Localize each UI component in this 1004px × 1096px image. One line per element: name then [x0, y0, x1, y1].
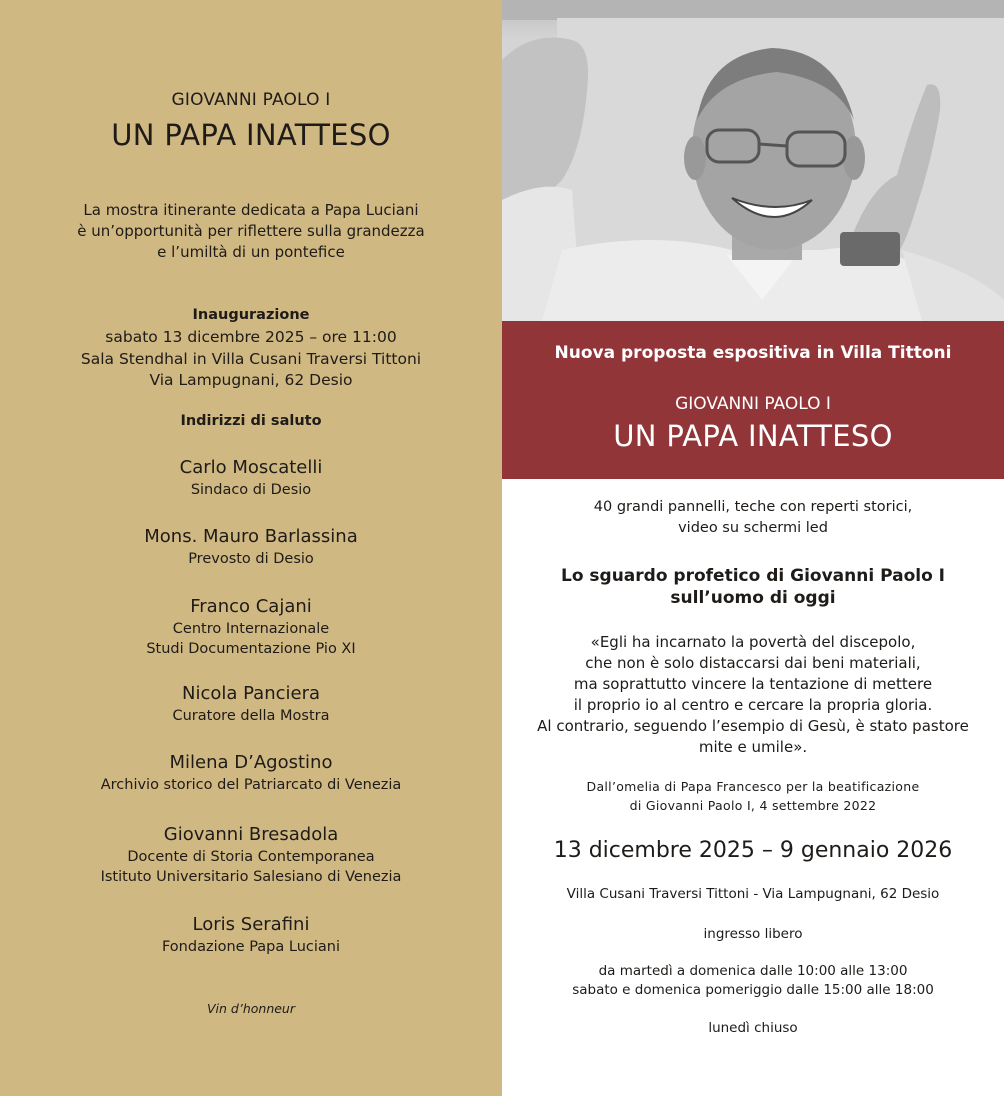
exhibition-banner — [502, 321, 1004, 479]
banner-title: UN PAPA INATTESO — [613, 419, 893, 453]
banner-subtitle: GIOVANNI PAOLO I — [675, 394, 831, 414]
intro-line: La mostra itinerante dedicata a Papa Luciani — [83, 201, 419, 219]
entry-info: ingresso libero — [703, 926, 803, 942]
speaker-role: Studi Documentazione Pio XI — [146, 641, 356, 657]
pope-photo — [502, 0, 1004, 321]
speaker-role: Curatore della Mostra — [172, 708, 330, 724]
speaker-item — [0, 682, 502, 726]
quote-block — [502, 632, 1004, 758]
speaker-role: Docente di Storia Contemporanea — [127, 849, 375, 865]
speaker-item — [0, 913, 502, 957]
left-title: UN PAPA INATTESO — [111, 118, 391, 152]
inauguration-address: Via Lampugnani, 62 Desio — [149, 371, 353, 389]
opening-hours — [502, 962, 1004, 1000]
exhibition-heading — [502, 565, 1004, 609]
inauguration-date: sabato 13 dicembre 2025 – ore 11:00 — [105, 328, 397, 346]
quote-source — [502, 777, 1004, 815]
closing-note: Vin d’honneur — [207, 1001, 295, 1016]
intro-line: e l’umiltà di un pontefice — [157, 243, 345, 261]
intro-text — [0, 200, 502, 263]
speaker-role: Archivio storico del Patriarcato di Venezia — [100, 777, 402, 793]
quote-line: che non è solo distaccarsi dai beni materiali, — [585, 654, 921, 672]
heading-line: sull’uomo di oggi — [670, 588, 836, 608]
quote-line: «Egli ha incarnato la povertà del discepolo, — [590, 633, 916, 651]
inauguration-details — [0, 327, 502, 392]
description-line: video su schermi led — [678, 519, 828, 536]
inauguration-venue: Sala Stendhal in Villa Cusani Traversi Tittoni — [80, 349, 422, 368]
speaker-name: Loris Serafini — [192, 914, 310, 935]
quote-line: Al contrario, seguendo l’esempio di Gesù, è stato pastore — [537, 717, 969, 735]
speaker-role: Istituto Universitario Salesiano di Venezia — [100, 869, 402, 885]
quote-line: il proprio io al centro e cercare la propria gloria. — [573, 696, 933, 714]
quote-line: mite e umile». — [698, 738, 808, 756]
pope-portrait-image — [502, 0, 1004, 321]
speaker-name: Mons. Mauro Barlassina — [144, 526, 358, 547]
intro-line: è un’opportunità per riflettere sulla grandezza — [77, 222, 425, 240]
speaker-role: Prevosto di Desio — [188, 551, 314, 567]
source-line: di Giovanni Paolo I, 4 settembre 2022 — [629, 798, 877, 813]
exhibition-venue: Villa Cusani Traversi Tittoni - Via Lampugnani, 62 Desio — [566, 886, 940, 902]
hours-line: sabato e domenica pomeriggio dalle 15:00 alle 18:00 — [572, 982, 934, 998]
source-line: Dall’omelia di Papa Francesco per la beatificazione — [586, 779, 920, 794]
exhibition-description — [502, 497, 1004, 538]
greetings-heading: Indirizzi di saluto — [180, 413, 322, 429]
left-subtitle: GIOVANNI PAOLO I — [171, 90, 331, 110]
speaker-item — [0, 525, 502, 569]
speaker-role: Sindaco di Desio — [190, 482, 312, 498]
speaker-name: Nicola Panciera — [181, 683, 320, 704]
banner-tagline: Nuova proposta espositiva in Villa Tittoni — [554, 343, 952, 363]
speaker-name: Franco Cajani — [190, 596, 312, 617]
speaker-item — [0, 823, 502, 887]
speaker-item — [0, 456, 502, 500]
right-panel — [502, 0, 1004, 1096]
inauguration-heading: Inaugurazione — [192, 307, 310, 323]
speaker-role: Centro Internazionale — [172, 621, 330, 637]
heading-line: Lo sguardo profetico di Giovanni Paolo I — [560, 566, 945, 586]
speaker-item — [0, 595, 502, 659]
speaker-name: Carlo Moscatelli — [179, 457, 323, 478]
exhibition-dates: 13 dicembre 2025 – 9 gennaio 2026 — [553, 838, 953, 863]
speaker-name: Milena D’Agostino — [169, 752, 333, 773]
speaker-name: Giovanni Bresadola — [163, 824, 339, 845]
speaker-item — [0, 751, 502, 795]
quote-line: ma soprattutto vincere la tentazione di mettere — [573, 675, 933, 693]
closed-day: lunedì chiuso — [708, 1020, 798, 1036]
speaker-role: Fondazione Papa Luciani — [161, 939, 340, 955]
description-line: 40 grandi pannelli, teche con reperti storici, — [593, 499, 913, 515]
hours-line: da martedì a domenica dalle 10:00 alle 13:00 — [598, 963, 908, 979]
